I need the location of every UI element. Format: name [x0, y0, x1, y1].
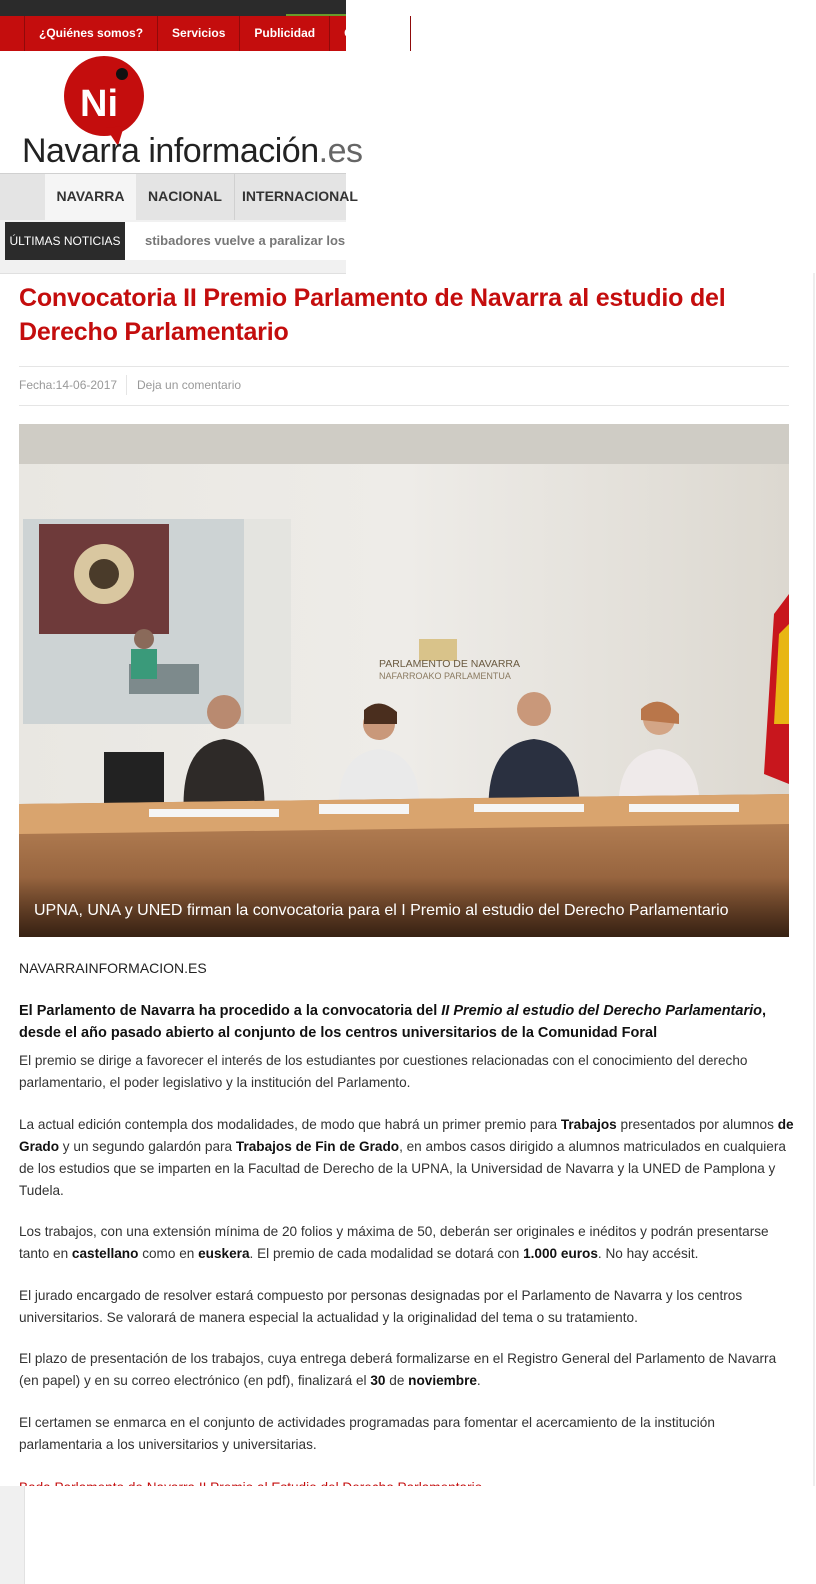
- photo-sign-line1: PARLAMENTO DE NAVARRA: [379, 658, 521, 670]
- p2-bold-f: Trabajos de Fin de Grado: [235, 1139, 400, 1154]
- p2-text-a: La actual edición contempla dos modalidades, de modo que habrá un primer premio para: [19, 1117, 561, 1132]
- article-photo: [19, 424, 789, 937]
- comments-link[interactable]: Deja un comentario: [137, 378, 242, 392]
- ticker-track: [125, 222, 346, 260]
- paragraph-6: El certamen se enmarca en el conjunto de actividades programadas para fomentar el acercamiento de la institución parlamentaria a los universitarios y universitarias.: [19, 1415, 715, 1452]
- article-title: Convocatoria II Premio Parlamento de Navarra al estudio del Derecho Parlamentario: [19, 284, 726, 346]
- top-menu-services[interactable]: Servicios: [158, 16, 240, 51]
- p3-text-a: Los trabajos, con una extensión mínima de 20 folios y máxima de 50, deberán ser originales e inéditos y podrán presentarse tanto en: [19, 1224, 769, 1261]
- p2-text-c: presentados por alumnos: [616, 1117, 778, 1132]
- top-menu-advertising[interactable]: Publicidad: [240, 16, 330, 51]
- lead-part1: El Parlamento de Navarra ha procedido a la convocatoria del: [19, 1003, 442, 1019]
- nav-item-nacional[interactable]: NACIONAL: [148, 188, 222, 204]
- bottom-left-edge: [0, 1486, 25, 1584]
- article-date: Fecha:14-06-2017: [19, 378, 118, 392]
- p2-bold-d: de Grado: [19, 1117, 794, 1154]
- logo-badge-text: Ni: [80, 83, 118, 125]
- paragraph-4: El jurado encargado de resolver estará compuesto por personas designadas por el Parlamento de Navarra y los centros universitarios. Se valorará de manera especial la actualidad y la originalidad del tema o su tratamiento.: [19, 1288, 743, 1325]
- logo-badge-icon: [62, 56, 146, 140]
- top-menu-contact[interactable]: Contacto: [330, 16, 411, 51]
- p3-text-g: . No hay accésit.: [597, 1246, 699, 1261]
- news-ticker: [0, 220, 346, 274]
- top-menu-lead: [0, 16, 25, 51]
- p5-bold-d: noviembre: [408, 1373, 477, 1388]
- nav-item-internacional[interactable]: INTERNACIONAL: [234, 174, 365, 221]
- article-source: NAVARRAINFORMACION.ES: [19, 960, 207, 976]
- lead-part3: , desde el año pasado abierto al conjunto de los centros universitarios de la Comunidad Foral: [19, 1003, 767, 1041]
- article-header: [19, 281, 789, 349]
- top-bar: [0, 0, 346, 16]
- logo-wordmark-tld: .es: [318, 132, 363, 170]
- logo-wordmark: [22, 132, 362, 171]
- p3-text-e: . El premio de cada modalidad se dotará con: [249, 1246, 524, 1261]
- paragraph-5: [19, 1348, 794, 1392]
- p3-text-c: como en: [138, 1246, 199, 1261]
- p2-bold-b: Trabajos: [560, 1117, 617, 1132]
- bottom-area: [0, 1486, 816, 1584]
- ticker-text[interactable]: stibadores vuelve a paralizar los: [145, 233, 346, 248]
- p2-text-g: , en ambos casos dirigido a alumnos matriculados en cualquiera de los estudios que se imparten en la Facultad de Derecho de la UPNA, la Universidad de Navarra y la UNED de Pamplona y Tudela.: [19, 1139, 786, 1198]
- meta-separator: [126, 375, 127, 395]
- p5-text-a: El plazo de presentación de los trabajos, cuya entrega deberá formalizarse en el Registro General del Parlamento de Navarra (en papel) y en su correo electrónico (en pdf), finalizará el: [19, 1351, 777, 1388]
- p5-bold-b: 30: [370, 1373, 386, 1388]
- p5-text-e: .: [476, 1373, 481, 1388]
- photo-illustration: [19, 424, 789, 937]
- p2-text-e: y un segundo galardón para: [59, 1139, 236, 1154]
- site-logo[interactable]: [22, 54, 363, 170]
- right-rule: [813, 273, 815, 1486]
- main-nav: [0, 173, 358, 221]
- paragraph-2: [19, 1114, 794, 1202]
- photo-caption-bar: [19, 877, 789, 937]
- photo-caption: UPNA, UNA y UNED firman la convocatoria para el I Premio al estudio del Derecho Parlamentario: [34, 902, 729, 919]
- top-menu: [0, 16, 397, 51]
- p3-bold-f: 1.000 euros: [523, 1246, 598, 1261]
- p3-bold-b: castellano: [71, 1246, 139, 1261]
- article-lead: [19, 1000, 789, 1044]
- top-menu-about[interactable]: ¿Quiénes somos?: [25, 16, 158, 51]
- paragraph-1: El premio se dirige a favorecer el interés de los estudiantes por cuestiones relacionadas con el conocimiento del derecho parlamentario, el poder legislativo y la institución del Parlamento.: [19, 1053, 748, 1090]
- lead-part2: II Premio al estudio del Derecho Parlamentario: [441, 1003, 762, 1019]
- article-meta: [19, 366, 789, 406]
- nav-item-navarra[interactable]: NAVARRA: [45, 174, 136, 221]
- ticker-label: ÚLTIMAS NOTICIAS: [5, 222, 125, 260]
- p5-text-c: de: [385, 1373, 409, 1388]
- p3-bold-d: euskera: [198, 1246, 250, 1261]
- paragraph-3: [19, 1221, 794, 1265]
- logo-wordmark-main: Navarra información: [22, 132, 319, 170]
- photo-sign-line2: NAFARROAKO PARLAMENTUA: [379, 671, 511, 681]
